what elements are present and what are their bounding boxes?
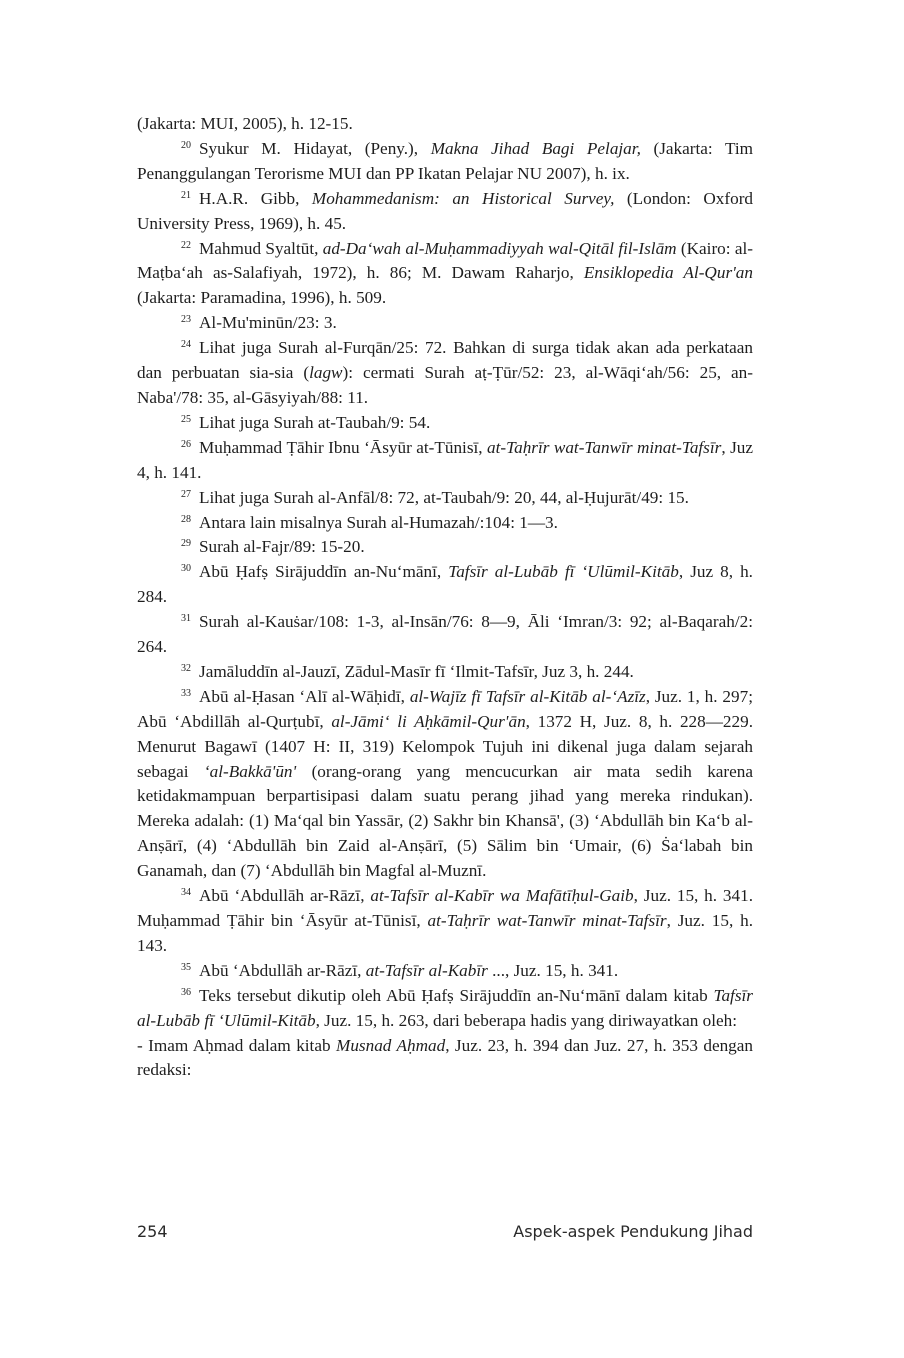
footnote-21: $^{21}$ H.A.R. Gibb, Mohammedanism: an Historical Survey, (London: Oxford University Press, 1969), h. 45. <box>137 188 754 233</box>
footnote-36: $^{36}$ Teks tersebut dikutip oleh Abū Ḥafṣ Sirājuddīn an-Nu‘mānī dalam kitab Tafsīr al-Lubāb fī ‘Ulūmil-Kitāb, Juz. 15, h. 263, dari beberapa hadis yang diriwayatkan oleh: <box>137 985 753 1030</box>
footnote-number: 35 <box>181 961 191 973</box>
footnote-34: $^{34}$ Abū ‘Abdullāh ar-Rāzī, at-Tafsīr al-Kabīr wa Mafātīḥul-Gaib, Juz. 15, h. 341. Muḥammad Ṭāhir bin ‘Āsyūr at-Tūnisī, at-Taḥrīr wat-Tanwīr minat-Tafsīr, Juz. 15, h. 143. <box>137 886 753 955</box>
footnote-number: 26 <box>181 438 191 450</box>
footnote-number: 23 <box>181 314 191 326</box>
footnote-number: 32 <box>181 662 191 674</box>
footnote-number: 29 <box>181 538 191 550</box>
footnote-35: $^{35}$ Abū ‘Abdullāh ar-Rāzī, at-Tafsīr al-Kabīr ..., Juz. 15, h. 341. <box>181 960 619 980</box>
footnote-number: 36 <box>181 986 191 998</box>
footnote-29: $^{29}$ Surah al-Fajr/89: 15-20. <box>181 537 365 557</box>
footnote-33: $^{33}$ Abū al-Ḥasan ‘Alī al-Wāḥidī, al-Wajīz fī Tafsīr al-Kitāb al-‘Azīz, Juz. 1, h. 297; Abū ‘Abdillāh al-Qurṭubī, al-Jāmi‘ li Aḥkāmil-Qur'ān, 1372 H, Juz. 8, h. 228—229. Menurut Bagawī (1407 H: II, 319) Kelompok Tujuh ini dikenal juga dalam sejarah sebagai ‘al-Bakkā'ūn' (orang-orang yang mencucurkan air mata sedih karena ketidakmampuan berpartisipasi dalam suatu perang jihad yang mereka rindukan). Mereka adalah: (1) Ma‘qal bin Yassār, (2) Sakhr bin Khansā', (3) ‘Abdullāh bin Ka‘b al-Anṣārī, (4) ‘Abdullāh bin Zaid al-Anṣārī, (5) Sālim bin ‘Umair, (6) Ṡa‘labah bin Ganamah, dan (7) ‘Abdullāh bin Magfal al-Muznī. <box>137 686 754 881</box>
footnote-24: $^{24}$ Lihat juga Surah al-Furqān/25: 72. Bahkan di surga tidak akan ada perkataan dan perbuatan sia-sia (lagw): cermati Surah aṭ-Ṭūr/52: 23, al-Wāqi‘ah/56: 25, an-Naba'/78: 35, al-Gāsyiyah/88: 11. <box>137 338 753 407</box>
footnote-number: 28 <box>181 513 191 525</box>
footnote-number: 24 <box>181 339 191 351</box>
footnote-23: $^{23}$ Al-Mu'minūn/23: 3. <box>181 313 337 333</box>
footnote-27: $^{27}$ Lihat juga Surah al-Anfāl/8: 72, at-Taubah/9: 20, 44, al-Ḥujurāt/49: 15. <box>181 487 689 507</box>
page-number: 254 <box>137 1222 168 1241</box>
footnote-30: $^{30}$ Abū Ḥafṣ Sirājuddīn an-Nu‘mānī, Tafsīr al-Lubāb fī ‘Ulūmil-Kitāb, Juz 8, h. 284. <box>137 562 753 607</box>
footnote-26: $^{26}$ Muḥammad Ṭāhir Ibnu ‘Āsyūr at-Tūnisī, at-Taḥrīr wat-Tanwīr minat-Tafsīr, Juz 4, h. 141. <box>137 437 753 482</box>
footnote-number: 30 <box>181 563 191 575</box>
footnote-25: $^{25}$ Lihat juga Surah at-Taubah/9: 54. <box>181 412 431 432</box>
footnote-32: $^{32}$ Jamāluddīn al-Jauzī, Zādul-Masīr fī ‘Ilmit-Tafsīr, Juz 3, h. 244. <box>181 661 634 681</box>
page-footer <box>137 1222 753 1248</box>
footnote-number: 31 <box>181 613 191 625</box>
footnote-31: $^{31}$ Surah al-Kauṡar/108: 1-3, al-Insān/76: 8—9, Āli ‘Imran/3: 92; al-Baqarah/2: 264. <box>137 612 753 657</box>
footnote-28: $^{28}$ Antara lain misalnya Surah al-Humazah/:104: 1—3. <box>181 512 558 532</box>
footnote-number: 33 <box>181 687 191 699</box>
footnote-22: $^{22}$ Mahmud Syaltūt, ad-Da‘wah al-Muḥammadiyyah wal-Qitāl fil-Islām (Kairo: al-Maṭba‘ah as-Salafiyah, 1972), h. 86; M. Dawam Raharjo, Ensiklopedia Al-Qur'an (Jakarta: Paramadina, 1996), h. 509. <box>137 238 753 308</box>
footnote-number: 20 <box>181 139 191 151</box>
footnote-number: 22 <box>181 239 191 251</box>
footnote-36-list-item: - Imam Aḥmad dalam kitab Musnad Aḥmad, Juz. 23, h. 394 dan Juz. 27, h. 353 dengan redaksi: <box>137 1035 754 1080</box>
footnotes <box>137 112 753 1083</box>
footnote-number: 34 <box>181 887 191 899</box>
running-title: Aspek-aspek Pendukung Jihad <box>513 1222 753 1241</box>
footnote-20: $^{20}$ Syukur M. Hidayat, (Peny.), Makna Jihad Bagi Pelajar, (Jakarta: Tim Penanggulangan Terorisme MUI dan PP Ikatan Pelajar NU 2007), h. ix. <box>137 138 753 183</box>
footnote-number: 27 <box>181 488 191 500</box>
footnote-number: 25 <box>181 413 191 425</box>
footnote-19-continuation: (Jakarta: MUI, 2005), h. 12-15. <box>137 114 353 133</box>
footnote-number: 21 <box>181 189 191 201</box>
